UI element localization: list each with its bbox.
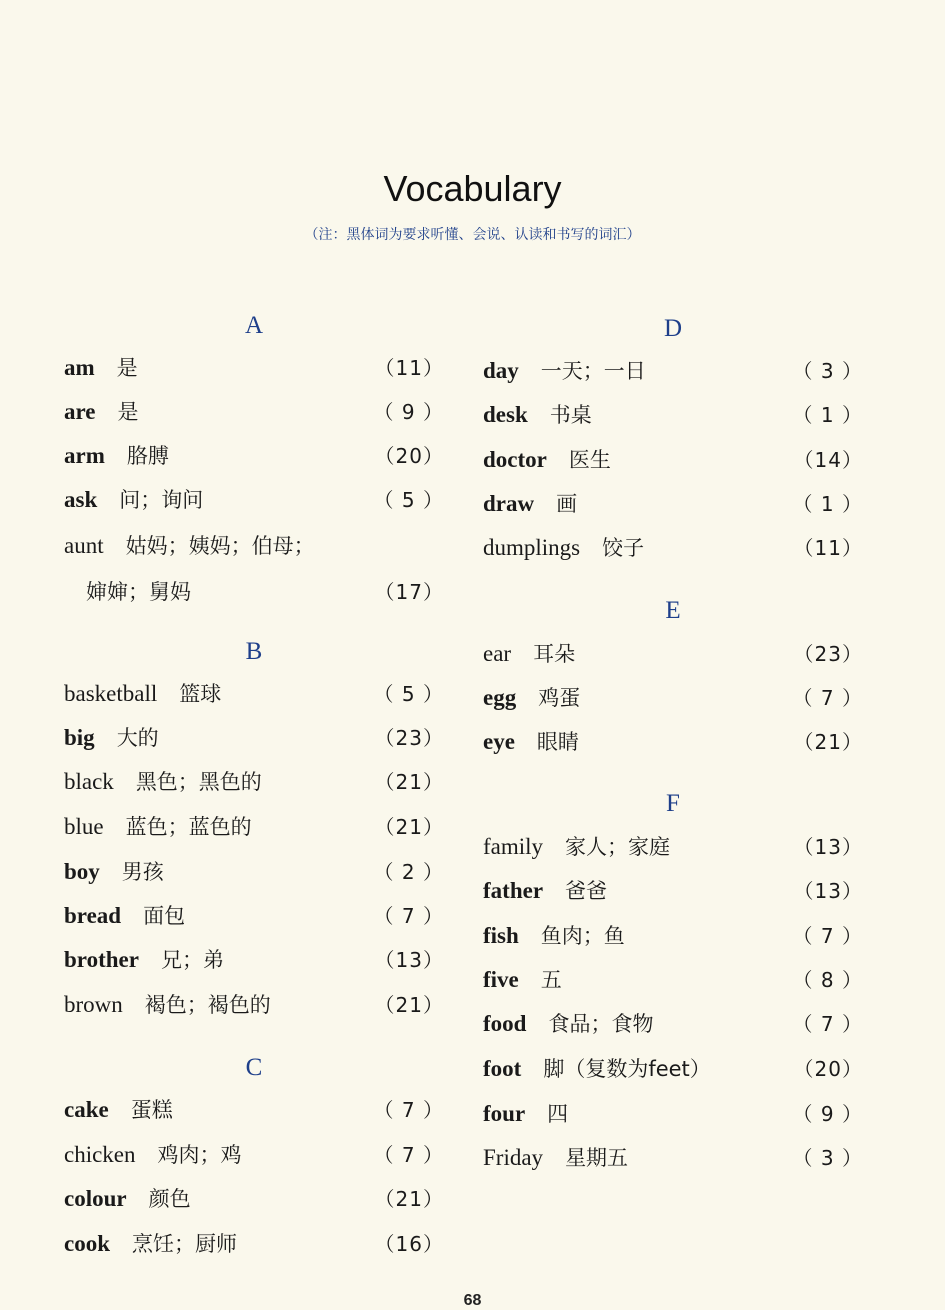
vocab-entry: boy 男孩 （ 2 ） <box>64 859 444 884</box>
vocab-entry: doctor 医生 （14） <box>483 447 863 472</box>
vocab-entry-continuation: 婶婶；舅妈 （17） <box>86 580 444 604</box>
vocab-entry: ask 问；询问 （ 5 ） <box>64 487 444 512</box>
section-letter-e: E <box>665 597 681 624</box>
vocab-entry: am 是 （11） <box>64 355 444 380</box>
vocab-entry: colour 颜色 （21） <box>64 1186 444 1211</box>
page-number: 68 <box>463 1292 482 1309</box>
vocab-entry: blue 蓝色；蓝色的 （21） <box>64 814 444 839</box>
section-letter-c: C <box>245 1054 263 1081</box>
section-letter-a: A <box>244 312 264 339</box>
vocab-entry: desk 书桌 （ 1 ） <box>483 402 863 427</box>
vocab-entry: food 食品；食物 （ 7 ） <box>483 1011 863 1036</box>
vocab-entry: bread 面包 （ 7 ） <box>64 903 444 928</box>
vocab-entry: draw 画 （ 1 ） <box>483 491 863 516</box>
vocab-entry: father 爸爸 （13） <box>483 878 863 903</box>
vocab-entry: brown 褐色；褐色的 （21） <box>64 992 444 1017</box>
section-letter-f: F <box>666 790 680 817</box>
vocab-entry: family 家人；家庭 （13） <box>483 834 863 859</box>
vocab-entry: cake 蛋糕 （ 7 ） <box>64 1097 444 1122</box>
vocab-entry: day 一天；一日 （ 3 ） <box>483 358 863 383</box>
vocab-entry: arm 胳膊 （20） <box>64 443 444 468</box>
vocab-entry: black 黑色；黑色的 （21） <box>64 769 444 794</box>
vocab-entry: fish 鱼肉；鱼 （ 7 ） <box>483 923 863 948</box>
vocab-entry: basketball 篮球 （ 5 ） <box>64 681 444 706</box>
vocab-entry: five 五 （ 8 ） <box>483 967 863 992</box>
vocab-entry: aunt 姑妈；姨妈；伯母； <box>64 533 315 558</box>
vocab-entry: ear 耳朵 （23） <box>483 641 863 666</box>
page-title: Vocabulary <box>383 168 562 209</box>
vocab-entry: eye 眼睛 （21） <box>483 729 863 754</box>
vocab-entry: dumplings 饺子 （11） <box>483 535 863 560</box>
vocab-entry: Friday 星期五 （ 3 ） <box>483 1145 863 1170</box>
vocab-entry: four 四 （ 9 ） <box>483 1101 863 1126</box>
vocab-entry: foot 脚（复数为feet） （20） <box>483 1056 863 1081</box>
vocab-entry: are 是 （ 9 ） <box>64 399 444 424</box>
section-letter-d: D <box>663 315 683 342</box>
page-note: （注：黑体词为要求听懂、会说、认读和书写的词汇） <box>304 227 641 243</box>
vocab-entry: big 大的 （23） <box>64 725 444 750</box>
vocab-entry: cook 烹饪；厨师 （16） <box>64 1231 444 1256</box>
vocab-entry: egg 鸡蛋 （ 7 ） <box>483 685 863 710</box>
section-letter-b: B <box>245 638 263 665</box>
vocab-entry: brother 兄；弟 （13） <box>64 947 444 972</box>
vocab-entry: chicken 鸡肉；鸡 （ 7 ） <box>64 1142 444 1167</box>
